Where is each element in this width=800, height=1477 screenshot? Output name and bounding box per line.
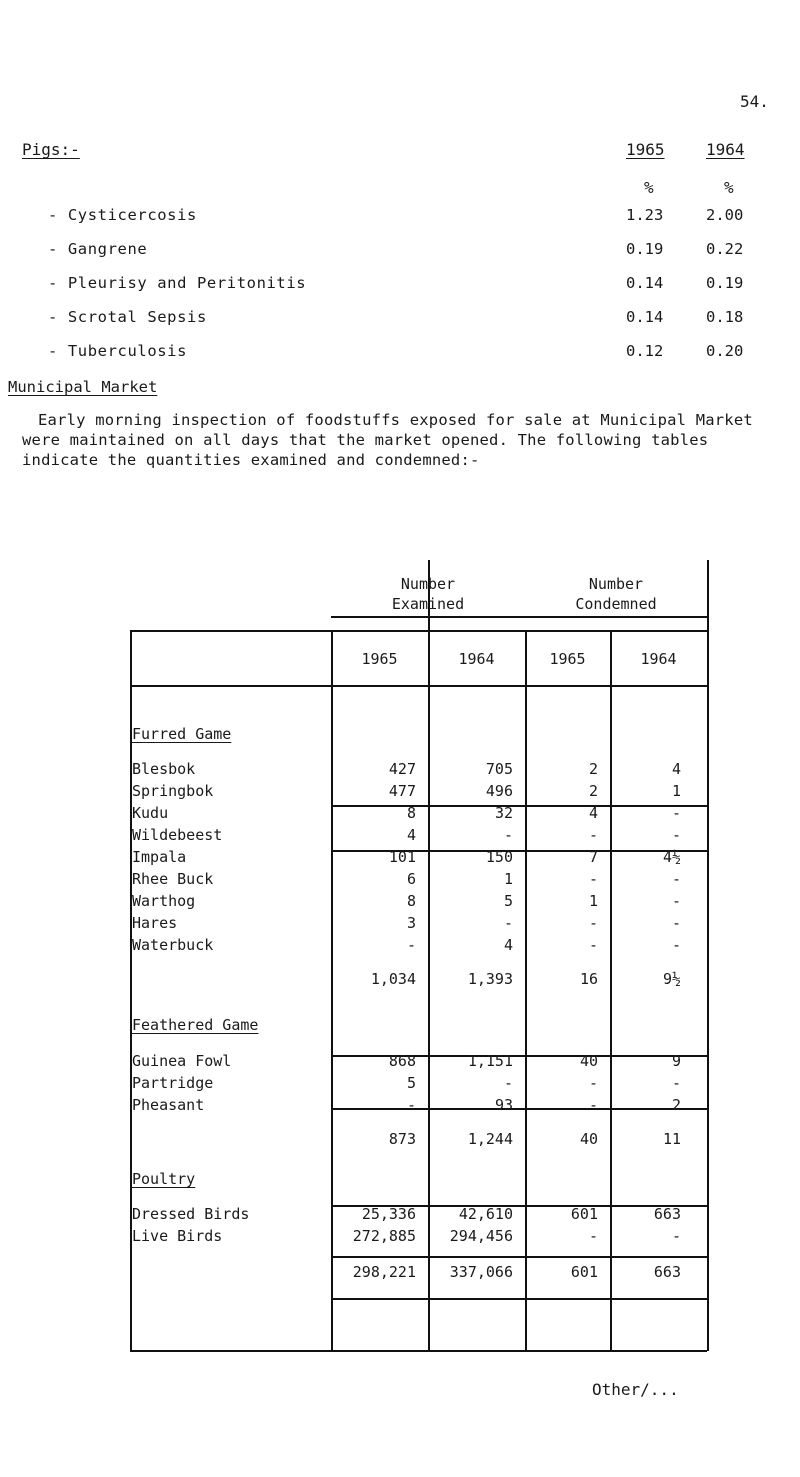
table-cell: 1 <box>671 782 681 800</box>
pigs-row-1965: 1.23 <box>626 206 664 224</box>
table-hline <box>130 1350 331 1352</box>
pigs-heading: Pigs:- <box>22 140 80 159</box>
table-cell: - <box>406 936 416 954</box>
table-cell: 6 <box>406 870 416 888</box>
table-cell: 8 <box>406 892 416 910</box>
table-cell: 40 <box>579 1052 598 1070</box>
table-cell: 4½ <box>662 848 681 866</box>
table-hline <box>331 616 707 618</box>
table-total-cell: 873 <box>388 1130 416 1148</box>
pigs-row-1964: 0.20 <box>706 342 744 360</box>
table-row-label: Warthog <box>132 892 196 910</box>
pigs-row-1965: 0.19 <box>626 240 664 258</box>
table-cell: 25,336 <box>361 1205 416 1223</box>
table-total-cell: 9½ <box>662 970 681 988</box>
pigs-row-1964: 0.22 <box>706 240 744 258</box>
table-cell: - <box>671 914 681 932</box>
table-vline <box>707 560 709 630</box>
table-hline <box>130 630 707 632</box>
header-year: 1964 <box>640 650 677 668</box>
table-row-label: Blesbok <box>132 760 196 778</box>
table-cell: - <box>671 1227 681 1245</box>
pigs-row-label: - Tuberculosis <box>48 342 188 360</box>
table-cell: - <box>588 936 598 954</box>
table-total-cell: 601 <box>570 1263 598 1281</box>
table-row-label: Wildebeest <box>132 826 223 844</box>
table-cell: 294,456 <box>449 1227 513 1245</box>
table-cell: - <box>671 826 681 844</box>
table-cell: - <box>588 914 598 932</box>
page-number: 54. <box>740 92 769 111</box>
table-cell: 496 <box>485 782 513 800</box>
table-row-label: Impala <box>132 848 187 866</box>
market-paragraph: Early morning inspection of foodstuffs exposed for sale at Municipal Market were maintained on all days that the market opened. The following tables indicate the quantities examined and condemned:- <box>22 411 753 469</box>
table-total-cell: 663 <box>653 1263 681 1281</box>
pigs-row-label: - Scrotal Sepsis <box>48 308 207 326</box>
table-row-label: Dressed Birds <box>132 1205 250 1223</box>
table-total-cell: 16 <box>579 970 598 988</box>
table-hline <box>130 685 707 687</box>
table-cell: 93 <box>494 1096 513 1114</box>
table-cell: 4 <box>406 826 416 844</box>
section-title: Furred Game <box>132 725 232 743</box>
table-cell: 32 <box>494 804 513 822</box>
pigs-row-1965: 0.14 <box>626 308 664 326</box>
table-cell: 4 <box>503 936 513 954</box>
footer-continuation: Other/... <box>592 1380 679 1399</box>
table-cell: 272,885 <box>352 1227 416 1245</box>
table-cell: 427 <box>388 760 416 778</box>
table-total-cell: 337,066 <box>449 1263 513 1281</box>
pigs-row-label: - Pleurisy and Peritonitis <box>48 274 307 292</box>
table-cell: 101 <box>388 848 416 866</box>
table-row-label: Rhee Buck <box>132 870 214 888</box>
table-hline <box>331 1298 707 1300</box>
table-cell: - <box>671 870 681 888</box>
table-cell: - <box>671 804 681 822</box>
table-cell: - <box>588 1227 598 1245</box>
table-cell: - <box>671 892 681 910</box>
table-cell: - <box>588 1074 598 1092</box>
table-cell: 8 <box>406 804 416 822</box>
table-cell: 3 <box>406 914 416 932</box>
header-condemned-line1: Number <box>588 575 644 593</box>
table-cell: 150 <box>485 848 513 866</box>
table-total-cell: 11 <box>662 1130 681 1148</box>
table-row-label: Springbok <box>132 782 214 800</box>
table-cell: 5 <box>503 892 513 910</box>
pigs-row-1964: 0.18 <box>706 308 744 326</box>
section-title: Feathered Game <box>132 1016 259 1034</box>
header-examined-line1: Number <box>400 575 456 593</box>
table-row-label: Kudu <box>132 804 169 822</box>
table-cell: 477 <box>388 782 416 800</box>
table-cell: 601 <box>570 1205 598 1223</box>
table-cell: 663 <box>653 1205 681 1223</box>
pigs-year-1965: 1965 <box>626 140 665 159</box>
table-cell: - <box>406 1096 416 1114</box>
table-cell: - <box>503 1074 513 1092</box>
header-year: 1965 <box>361 650 398 668</box>
section-title: Poultry <box>132 1170 196 1188</box>
market-heading: Municipal Market <box>8 378 158 396</box>
table-hline <box>331 1256 707 1258</box>
table-row-label: Live Birds <box>132 1227 223 1245</box>
table-total-cell: 1,034 <box>370 970 416 988</box>
table-cell: 868 <box>388 1052 416 1070</box>
table-cell: 42,610 <box>458 1205 513 1223</box>
table-row-label: Guinea Fowl <box>132 1052 232 1070</box>
header-year: 1964 <box>458 650 495 668</box>
pigs-row-1965: 0.12 <box>626 342 664 360</box>
pigs-unit-1964: % <box>724 178 734 197</box>
table-cell: - <box>503 914 513 932</box>
pigs-row-1965: 0.14 <box>626 274 664 292</box>
table-cell: 7 <box>588 848 598 866</box>
table-cell: 5 <box>406 1074 416 1092</box>
table-row-label: Waterbuck <box>132 936 214 954</box>
table-cell: - <box>588 826 598 844</box>
header-year: 1965 <box>549 650 586 668</box>
pigs-unit-1965: % <box>644 178 654 197</box>
table-cell: 705 <box>485 760 513 778</box>
table-row-label: Hares <box>132 914 178 932</box>
pigs-year-1964: 1964 <box>706 140 745 159</box>
table-cell: 2 <box>588 760 598 778</box>
table-hline <box>331 1350 707 1352</box>
table-cell: - <box>588 1096 598 1114</box>
table-cell: 4 <box>588 804 598 822</box>
table-cell: 4 <box>671 760 681 778</box>
pigs-row-1964: 0.19 <box>706 274 744 292</box>
table-total-cell: 1,244 <box>467 1130 513 1148</box>
table-cell: 9 <box>671 1052 681 1070</box>
pigs-row-1964: 2.00 <box>706 206 744 224</box>
pigs-row-label: - Cysticercosis <box>48 206 197 224</box>
table-cell: 2 <box>588 782 598 800</box>
table-cell: 1 <box>588 892 598 910</box>
table-total-cell: 1,393 <box>467 970 513 988</box>
table-cell: 2 <box>671 1096 681 1114</box>
table-cell: - <box>588 870 598 888</box>
table-total-cell: 298,221 <box>352 1263 416 1281</box>
table-cell: 1 <box>503 870 513 888</box>
table-cell: 1,151 <box>467 1052 513 1070</box>
table-row-label: Pheasant <box>132 1096 205 1114</box>
header-examined-line2: Examined <box>391 595 465 613</box>
table-total-cell: 40 <box>579 1130 598 1148</box>
pigs-row-label: - Gangrene <box>48 240 148 258</box>
table-cell: - <box>503 826 513 844</box>
table-vline <box>707 630 709 1351</box>
header-condemned-line2: Condemned <box>575 595 657 613</box>
table-cell: - <box>671 936 681 954</box>
table-row-label: Partridge <box>132 1074 214 1092</box>
table-cell: - <box>671 1074 681 1092</box>
